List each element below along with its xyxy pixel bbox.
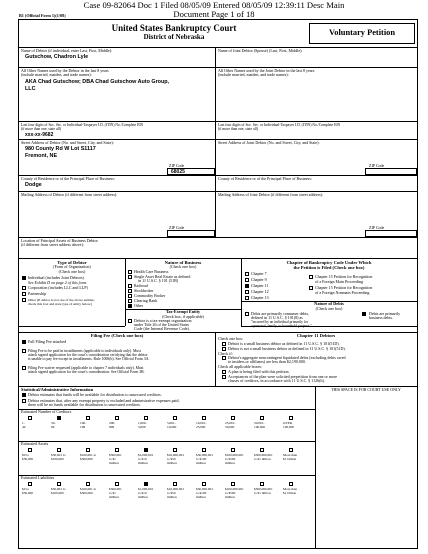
assets-range-label: $500,001 [109, 453, 122, 457]
liabilities-range-label: $100,001 to [80, 487, 97, 491]
clearing-bank-checkbox[interactable] [128, 299, 132, 303]
assets-range-label: $1 billion [283, 457, 297, 461]
clearing-bank-label: Clearing Bank [134, 298, 158, 303]
chapter-7-label: Chapter 7 [251, 271, 267, 276]
corporation-label: Corporation (includes LLC and LLP) [28, 285, 88, 290]
creditors-range-label: 199 [80, 425, 86, 429]
nature-of-business-title: Nature of Business [164, 260, 202, 265]
chapter-15-nonmain-label2: of a Foreign Nonmain Proceeding [315, 289, 370, 295]
creditors-range-label: 999 [109, 425, 115, 429]
assets-range-label: $0 to [22, 453, 29, 457]
consumer-debts-line2: defined in 11 U.S.C. § 101(8) as [251, 315, 303, 320]
creditors-checkbox[interactable] [173, 416, 177, 420]
ch11-check-all: Check all applicable boxes: [218, 364, 263, 369]
joint-other-names-sub: (include married, maiden, and trade names): [218, 72, 289, 77]
assets-checkbox[interactable] [173, 448, 177, 452]
form-id: B1 (Official Form 1)(1/08) [19, 12, 66, 18]
liabilities-range-label: $500,001 [109, 487, 122, 491]
joint-ssn-label: Last four digits of Soc. Sec. or Individual-Taxpayer I.D. (ITIN) No./Complete EIN [218, 123, 341, 127]
business-debts-checkbox[interactable] [362, 312, 366, 316]
assets-range-label: $50,000,001 [196, 453, 213, 457]
full-fee-checkbox[interactable] [22, 340, 26, 344]
creditors-checkbox[interactable] [289, 416, 293, 420]
street-label: Street Address of Debtor (No. and Street, City, and State): [21, 140, 114, 145]
installments-checkbox[interactable] [22, 349, 26, 353]
divider [241, 326, 417, 327]
mailing-label: Mailing Address of Debtor (if different from street address): [21, 192, 118, 197]
tax-exempt-checkbox[interactable] [128, 319, 132, 323]
ssn-sub: (if more than one, state all) [21, 127, 61, 131]
fee-waiver-line1: Filing Fee waiver requested (applicable to chapter 7 individuals only). Must [28, 366, 144, 370]
consumer-debts-line4: a personal, family, or household purpose." [251, 324, 312, 328]
joint-ssn-sub: (if more than one, state all) [218, 127, 258, 131]
liabilities-range-label: $50,001 to [51, 487, 66, 491]
creditors-range-label: 5,000 [138, 425, 146, 429]
creditors-range-label: 25,001- [225, 421, 236, 425]
divider [19, 441, 315, 442]
creditors-checkbox[interactable] [57, 416, 61, 420]
liabilities-range-label: to $500 [225, 491, 236, 495]
assets-range-label: $100,000 [51, 457, 64, 461]
chapter-15-main-checkbox[interactable] [309, 275, 313, 279]
funds-available-checkbox[interactable] [22, 393, 26, 397]
court-use-only: THIS SPACE IS FOR COURT USE ONLY [331, 386, 401, 392]
joint-county-label: County of Residence or of the Principal Place of Business: [218, 176, 312, 181]
case-header-line2: Document Page 1 of 18 [173, 9, 255, 19]
tax-exempt-sub: (Check box, if applicable) [162, 313, 204, 319]
creditors-label: Estimated Number of Creditors [21, 409, 72, 414]
assets-range-label: million [109, 461, 119, 465]
creditors-range-label: 25,000 [196, 425, 206, 429]
assets-range-label: to $1 [109, 457, 116, 461]
corporation-checkbox[interactable] [22, 286, 26, 290]
creditors-checkbox[interactable] [260, 416, 264, 420]
zip-label: ZIP Code [169, 163, 185, 168]
divider [19, 121, 417, 122]
assets-range-label: $100,000,001 [225, 453, 244, 457]
aggregate-debts-line2: to insiders or affiliates) are less than $2,190,000. [228, 359, 306, 364]
court-title: United States Bankruptcy Court [111, 23, 237, 33]
other-business-checkbox[interactable] [128, 304, 132, 308]
chapter-12-checkbox[interactable] [245, 290, 249, 294]
creditors-range-label: 10,001- [196, 421, 207, 425]
creditors-checkbox[interactable] [28, 416, 32, 420]
railroad-label: Railroad [134, 283, 148, 288]
joint-debtor-name-label: Name of Joint Debtor (Spouse) (Last, First, Middle): [218, 48, 303, 53]
individual-checkbox[interactable] [22, 276, 26, 280]
commodity-broker-label: Commodity Broker [134, 293, 166, 298]
creditors-range-label: 1- [22, 421, 25, 425]
assets-range-label: $500,000 [80, 457, 93, 461]
creditors-checkbox[interactable] [115, 416, 119, 420]
assets-range-label: $50,001 to [51, 453, 66, 457]
petition-title: Voluntary Petition [329, 28, 395, 37]
not-small-business-checkbox[interactable] [222, 347, 226, 351]
chapter-title: Chapter of Bankruptcy Code Under Which [286, 260, 372, 265]
assets-label: Estimated Assets [21, 441, 49, 446]
fee-waiver-checkbox[interactable] [22, 366, 26, 370]
other-names: AKA Chad Gutschow; DBA Chad Gutschow Auto Group, [25, 79, 170, 85]
liabilities-range-label: $1 billion [283, 491, 297, 495]
liabilities-checkbox[interactable] [260, 482, 264, 486]
liabilities-range-label: $10,000,001 [167, 487, 184, 491]
creditors-range-label: 100- [80, 421, 87, 425]
assets-checkbox[interactable] [115, 448, 119, 452]
assets-checkbox[interactable] [289, 448, 293, 452]
liabilities-range-label: million [225, 495, 235, 499]
joint-mailing-zip-box [365, 230, 417, 237]
other-entity-label: Other (If debtor is not one of the above entities, [28, 298, 95, 302]
liabilities-range-label: $50,000,001 [196, 487, 213, 491]
ch11-debtors-title: Chapter 11 Debtors [296, 333, 336, 338]
liabilities-range-label: $500,000,001 [254, 487, 273, 491]
creditors-range-label: 99 [51, 425, 55, 429]
railroad-checkbox[interactable] [128, 284, 132, 288]
tax-exempt-title: Tax-Exempt Entity [165, 309, 201, 314]
divider [215, 47, 216, 237]
assets-range-label: to $10 [138, 457, 147, 461]
assets-checkbox[interactable] [86, 448, 90, 452]
chapter-12-label: Chapter 12 [251, 289, 269, 294]
statistical-title: Statistical/Administrative Information [21, 386, 94, 392]
liabilities-checkbox[interactable] [28, 482, 32, 486]
funds-available-label: Debtor estimates that funds will be available for distribution to unsecured creditors. [28, 392, 162, 397]
liabilities-checkbox[interactable] [173, 482, 177, 486]
assets-range-label: million [196, 461, 206, 465]
type-of-debtor-sub1: (Form of Organization) [53, 264, 91, 269]
chapter-7-checkbox[interactable] [245, 272, 249, 276]
chapter-title-line2: the Petition is Filed (Check one box) [293, 265, 365, 270]
location-label: Location of Principal Assets of Business Debtor [21, 238, 98, 243]
creditors-range-label: 10,000 [167, 425, 177, 429]
other-names-label: All Other Names used by the Debtor in the last 8 years [21, 68, 109, 73]
health-care-checkbox[interactable] [128, 270, 132, 274]
divider [19, 258, 417, 259]
county-value: Dodge [25, 182, 42, 188]
full-fee-label: Full Filing Fee attached [28, 339, 67, 344]
liabilities-range-label: $100,000,001 [225, 487, 244, 491]
liabilities-range-label: to $1 billion [254, 491, 271, 495]
liabilities-range-label: to $1 [109, 491, 116, 495]
liabilities-label: Estimated Liabilities [21, 475, 55, 480]
installments-line1: Filing Fee to be paid in installments (applicable to individuals only). Must [28, 349, 141, 353]
joint-other-names-label: All Other Names used by the Joint Debtor in the last 8 years [218, 68, 315, 73]
consumer-debts-line1: Debts are primarily consumer debts, [251, 311, 310, 316]
single-asset-label: Single Asset Real Estate as defined [134, 274, 191, 279]
no-funds-checkbox[interactable] [22, 399, 26, 403]
assets-range-label: $500,000,001 [254, 453, 273, 457]
individual-label: Individual (includes Joint Debtors) [28, 275, 84, 280]
divider [19, 475, 315, 476]
single-asset-cont: in 11 U.S.C. § 101 (51B) [138, 278, 179, 283]
liabilities-range-label: to $100 [196, 491, 207, 495]
liabilities-checkbox[interactable] [115, 482, 119, 486]
ssn-label: Last four digits of Soc. Sec. or Individual-Taxpayer I.D. (ITIN) No./Complete EIN [21, 123, 144, 127]
business-debts-line2: business debts. [369, 315, 393, 320]
assets-range-label: million [167, 461, 177, 465]
mailing-zip-box [167, 230, 215, 237]
assets-range-label: to $100 [196, 457, 207, 461]
assets-range-label: $1,000,001 [138, 453, 154, 457]
not-small-business-label: Debtor is not a small business debtor as defined in 11 U.S.C. § 101(51D). [228, 345, 346, 351]
tax-exempt-line3: Code (the Internal Revenue Code). [134, 326, 190, 331]
county-label: County of Residence or of the Principal Place of Business: [21, 176, 115, 181]
liabilities-range-label: to $50 [167, 491, 176, 495]
divider [19, 326, 125, 327]
creditors-range-label: 1,000- [138, 421, 147, 425]
chapter-15-main-label: Chapter 15 Petition for Recognition [315, 274, 373, 279]
chapter-11-checkbox[interactable] [245, 284, 249, 288]
creditors-checkbox[interactable] [86, 416, 90, 420]
liabilities-checkbox[interactable] [202, 482, 206, 486]
nature-of-debts-title: Nature of Debts [314, 301, 344, 306]
assets-range-label: to $500 [225, 457, 236, 461]
liabilities-range-label: million [167, 495, 177, 499]
other-entity-checkbox[interactable] [22, 298, 26, 302]
joint-mailing-zip-label: ZIP Code [369, 225, 385, 230]
chapter-15-nonmain-label: Chapter 15 Petition for Recognition [315, 285, 373, 290]
liabilities-range-label: $500,000 [80, 491, 93, 495]
plan-filed-checkbox[interactable] [222, 370, 226, 374]
partnership-checkbox[interactable] [22, 292, 26, 296]
liabilities-checkbox[interactable] [231, 482, 235, 486]
installments-line2: attach signed application for the court's consideration certifying that the debtor [28, 353, 148, 357]
liabilities-range-label: million [138, 495, 148, 499]
location-sub: (if different from street address above): [21, 242, 84, 247]
other-names-sub: (include married, maiden, and trade names): [21, 72, 92, 77]
assets-range-label: to $1 billion [254, 457, 271, 461]
stockbroker-label: Stockbroker [134, 288, 154, 293]
assets-range-label: million [138, 461, 148, 465]
creditors-range-label: 50- [51, 421, 56, 425]
assets-checkbox[interactable] [57, 448, 61, 452]
liabilities-range-label: $1,000,001 [138, 487, 154, 491]
chapter-11-label: Chapter 11 [251, 283, 269, 288]
aggregate-debts-line1: Debtor's aggregate noncontingent liquidated debts (excluding debts owed [228, 355, 346, 360]
aggregate-debts-checkbox[interactable] [222, 356, 226, 360]
assets-checkbox[interactable] [202, 448, 206, 452]
joint-mailing-label: Mailing Address of Joint Debtor (if different from street address): [218, 192, 324, 197]
tax-exempt-line1: Debtor is a tax-exempt organization [134, 318, 192, 323]
case-header-line1: Case 09-82064 Doc 1 Filed 08/05/09 Entered 08/05/09 12:39:11 Desc Main [83, 0, 345, 10]
chapter-9-checkbox[interactable] [245, 278, 249, 282]
liabilities-range-label: $100,000 [51, 491, 64, 495]
joint-zip-box [365, 168, 417, 175]
liabilities-range-label: million [109, 495, 119, 499]
chapter-15-main-label2: of a Foreign Main Proceeding [315, 278, 363, 284]
chapter-13-checkbox[interactable] [245, 296, 249, 300]
ch11-check-if: Check if: [218, 350, 233, 356]
zip-value: 68025 [171, 168, 185, 175]
acceptances-checkbox[interactable] [222, 375, 226, 379]
assets-range-label: million [225, 461, 235, 465]
liabilities-range-label: $0 to [22, 487, 29, 491]
liabilities-checkbox[interactable] [86, 482, 90, 486]
divider [315, 386, 316, 549]
liabilities-range-label: $50,000 [22, 491, 34, 495]
creditors-range-label: OVER [283, 421, 293, 425]
other-names-cont: LLC [25, 86, 36, 92]
creditors-range-label: 5,001- [167, 421, 176, 425]
filing-fee-title: Filing Fee (Check one box) [90, 333, 144, 338]
tax-exempt-line2: under Title 26 of the United States [134, 322, 190, 327]
small-business-checkbox[interactable] [222, 342, 226, 346]
street-line1: 980 County Rd W Lot S1117 [25, 146, 96, 152]
joint-zip-label: ZIP Code [369, 163, 385, 168]
assets-checkbox[interactable] [28, 448, 32, 452]
district-label: District of Nebraska [143, 33, 205, 41]
assets-range-label: $100,001 to [80, 453, 97, 457]
creditors-range-label: 50,001- [254, 421, 265, 425]
type-of-debtor-sub2: (Check one box) [58, 268, 86, 274]
fee-waiver-line2: attach signed application for the court's consideration. See Official Form 3B. [28, 370, 145, 374]
plan-filed-label: A plan is being filed with this petition. [228, 368, 290, 374]
other-business-label: Other [134, 303, 144, 308]
no-funds-line1: Debtor estimates that, after any exempt property is excluded and administrative expenses paid, [28, 398, 180, 403]
assets-range-label: $10,000,001 [167, 453, 184, 457]
creditors-checkbox[interactable] [144, 416, 148, 420]
nature-of-debts-sub: (Check one box) [315, 306, 343, 311]
creditors-range-label: 49 [22, 425, 26, 429]
chapter-13-label: Chapter 13 [251, 295, 269, 300]
see-exhibit-d: See Exhibit D on page 2 of this form. [28, 279, 88, 285]
commodity-broker-checkbox[interactable] [128, 294, 132, 298]
acceptances-line2: classes of creditors, in accordance with 11 U.S.C. § 1126(b). [228, 377, 325, 383]
chapter-9-label: Chapter 9 [251, 277, 267, 282]
debtor-name: Gutschow, Chadron Lyle [25, 54, 89, 60]
liabilities-checkbox[interactable] [144, 482, 148, 486]
debtor-name-label: Name of Debtor (if individual, enter Last, First, Middle): [21, 48, 113, 53]
joint-street-label: Street Address of Joint Debtor (No. and Street, City, and State): [218, 140, 320, 145]
installments-line3: is unable to pay fee except in installments. Rule 1006(b). See Official Form 3A. [28, 357, 150, 361]
creditors-checkbox[interactable] [231, 416, 235, 420]
partnership-label: Partnership [28, 291, 47, 296]
creditors-range-label: 200- [109, 421, 116, 425]
assets-checkbox[interactable] [260, 448, 264, 452]
liabilities-range-label: million [196, 495, 206, 499]
type-of-debtor-title: Type of Debtor [57, 260, 87, 265]
nature-of-business-sub: (Check one box) [169, 264, 197, 269]
assets-range-label: $50,000 [22, 457, 34, 461]
ch11-check-one: Check one box: [218, 336, 244, 341]
consumer-debts-checkbox[interactable] [245, 312, 249, 316]
liabilities-range-label: to $10 [138, 491, 147, 495]
consumer-debts-line3: "incurred by an individual primarily for [251, 320, 309, 324]
street-line2: Fremont, NE [25, 153, 58, 159]
acceptances-line1: Acceptances of the plan were solicited prepetition from one or more [228, 373, 338, 379]
single-asset-checkbox[interactable] [128, 275, 132, 279]
creditors-range-label: 100,000 [254, 425, 266, 429]
business-debts-line1: Debts are primarily [369, 311, 401, 316]
creditors-range-label: 50,000 [225, 425, 235, 429]
liabilities-checkbox[interactable] [57, 482, 61, 486]
other-entity-note: check this box and state type of entity below.) [28, 302, 93, 306]
assets-range-label: to $50 [167, 457, 176, 461]
small-business-label: Debtor is a small business debtor as defined in 11 U.S.C. § 101(51D). [228, 340, 340, 346]
assets-checkbox[interactable] [231, 448, 235, 452]
creditors-range-label: 100,000 [283, 425, 295, 429]
no-funds-line2: there will be no funds available for distribution to unsecured creditors. [28, 402, 141, 407]
health-care-label: Health Care Business [134, 269, 169, 274]
chapter-15-nonmain-checkbox[interactable] [309, 286, 313, 290]
voluntary-petition-form [18, 19, 418, 549]
ssn-value: xxx-xx-9682 [25, 132, 54, 138]
liabilities-checkbox[interactable] [289, 482, 293, 486]
stockbroker-checkbox[interactable] [128, 289, 132, 293]
assets-checkbox[interactable] [144, 448, 148, 452]
assets-range-label: More than [283, 453, 298, 457]
liabilities-range-label: More than [283, 487, 298, 491]
divider [215, 332, 216, 386]
creditors-checkbox[interactable] [202, 416, 206, 420]
mailing-zip-label: ZIP Code [169, 225, 185, 230]
